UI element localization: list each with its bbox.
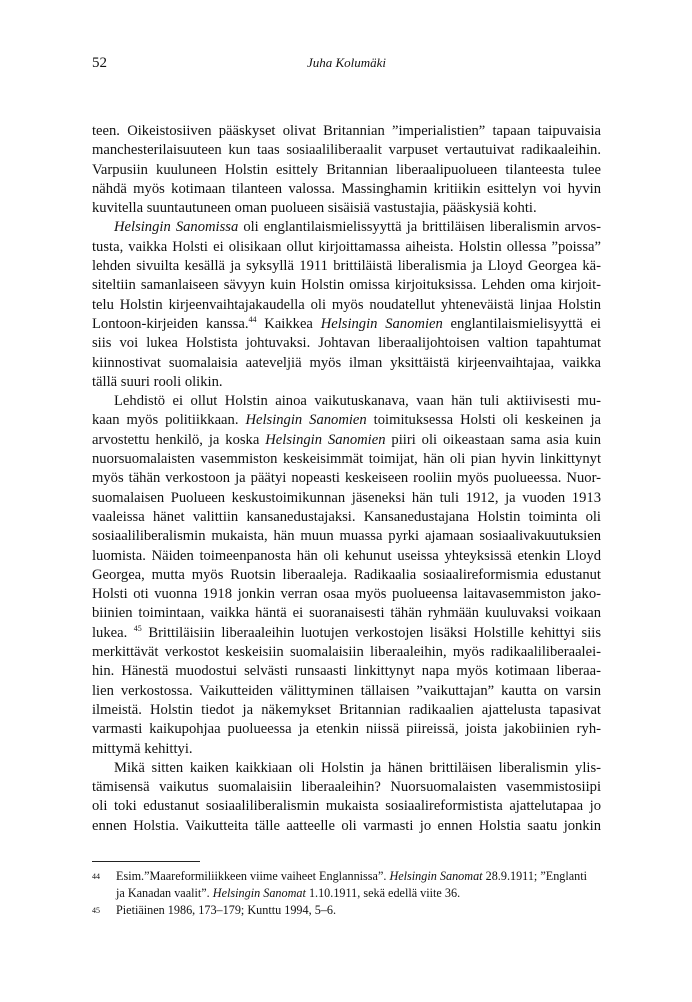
italic-title: Helsingin Sanomien <box>265 431 386 448</box>
text-run: englantilaismielisyyttä ei <box>442 315 601 332</box>
text-run: teen. Oikeistosiiven pääskyset olivat Britannian ”imperialistien” tapaan taipuvaisia <box>92 123 601 139</box>
text-run: nähdä myös kotimaan tilanteen valossa. Massinghamin kritiikin esittelyn voi hyvin <box>92 180 601 197</box>
text-run: oli englantilaismielissyyttä ja brittiläisen liberalismin arvos- <box>238 219 601 236</box>
italic-title: Helsingin Sanomissa <box>114 219 239 236</box>
text-line <box>92 643 601 662</box>
footnote-separator <box>92 861 200 862</box>
text-run: piiri oli oikeastaan sama asia kuin <box>385 431 601 448</box>
footnote <box>92 902 601 919</box>
text-run: Brittiläisiin liberaaleihin luotujen verkostojen lisäksi Holstille kehittyi siis <box>141 624 601 641</box>
text-line <box>92 180 601 199</box>
text-line <box>92 392 601 411</box>
text-run: Lontoon-kirjeiden kanssa. <box>92 315 249 332</box>
text-run: ilmeistä. Holstin tiedot ja näkemykset Britannian radikaalien ajattelusta tapasivat <box>92 701 601 718</box>
text-run: Lehdistö ei ollut Holstin ainoa vaikutuskanava, vaan hän tuli aktiivisesti mu- <box>114 393 601 410</box>
text-run: biinien toimintaan, vaikka häntä ei suoranaisesti tähän ryhmään kuuluvaksi voikaan <box>92 605 601 622</box>
text-line <box>92 334 601 353</box>
italic-title: Helsingin Sanomat <box>389 869 483 883</box>
text-line <box>92 141 601 160</box>
text-run: Kaikkea <box>256 315 321 332</box>
text-line <box>92 508 601 527</box>
text-line <box>92 662 601 681</box>
text-run: luomista. Näiden toimeenpanosta hän oli kehunut useissa yhteyksissä etenkin Lloyd <box>92 547 601 564</box>
text-run: siis voi lukea Holstista johtuvaksi. Johtavan liberaalijohtoisen valtion tapahtumat <box>92 335 601 352</box>
footnote-ref: 44 <box>248 314 257 324</box>
paragraph <box>92 759 601 836</box>
text-line <box>92 469 601 488</box>
text-line <box>92 624 601 643</box>
italic-title: Helsingin Sanomien <box>245 412 367 429</box>
footnote <box>92 868 601 902</box>
text-run: kuvitella suuntautuneen oman puolueen sisäisiä vastustajia, pääskysiä kohti. <box>92 200 537 217</box>
text-run: arvostettu henkilö, ja koska <box>92 431 266 448</box>
paragraph <box>92 122 601 218</box>
text-line <box>92 759 601 778</box>
text-run: myös tähän verkostoon ja päätyi nopeasti keskeiseen rooliin myös puolueessa. Nuor- <box>92 470 601 487</box>
text-run: Georgea, mutta myös Ruotsin liberaaleja. Radikaalia sosiaalireformismia edustanut <box>92 566 601 583</box>
text-line <box>92 276 601 295</box>
text-run: lehden sivuilta kesällä ja syksyllä 1911 brittiläistä liberalismia ja Lloyd Georgea kä- <box>92 258 601 275</box>
paragraph <box>92 392 601 759</box>
text-run: telu Holstin kirjeenvaihtajakaudella oli myös noudatellut yhteneväistä linjaa Holstin <box>92 296 601 313</box>
text-line <box>92 296 601 315</box>
text-run: toimituksessa Holsti oli keskeinen ja <box>366 412 601 429</box>
text-line <box>92 740 601 759</box>
text-run: Holsti oti vuonna 1918 jonkin verran osaa myös puolueensa laitavasemmiston jako- <box>92 586 601 603</box>
text-run: manchesterilaisuuteen kun taas sosiaaliliberaalit varpuset vertautuivat radikaaleihin. <box>92 142 601 159</box>
text-run: merkittävät verkostot keskeisiin suomalaisiin liberaaleihin, myös radikaaliliberaalei- <box>92 644 601 661</box>
text-run: Mikä sitten kaiken kaikkiaan oli Holstin ja hänen brittiläisen liberalismin ylis- <box>114 759 601 776</box>
text-run: tällä suuri rooli olikin. <box>92 373 223 390</box>
text-line <box>92 547 601 566</box>
text-line <box>92 218 601 237</box>
text-run: 1.10.1911, sekä edellä viite 36. <box>305 886 461 900</box>
footnotes <box>92 868 601 919</box>
text-run: sosiaaliliberalismin mukaista, hän muun muassa pyrki ajamaan sosiaalivakuutuksien <box>92 528 601 545</box>
text-line <box>92 585 601 604</box>
text-line <box>92 373 601 392</box>
text-line <box>92 682 601 701</box>
text-run: kaan myös politiikkaan. <box>92 412 246 429</box>
text-run: mittymä kehittyi. <box>92 740 193 757</box>
italic-title: Helsingin Sanomat <box>212 886 306 900</box>
text-run: hin. Hänestä muodostui selvästi runsaasti linkittynyt napa myös kotimaan liberaa- <box>92 663 601 680</box>
text-line <box>92 566 601 585</box>
text-line <box>92 257 601 276</box>
text-run: Pietiäinen 1986, 173–179; Kunttu 1994, 5–6. <box>116 903 337 917</box>
footnote-line <box>116 885 601 902</box>
text-line <box>92 797 601 816</box>
text-line <box>92 778 601 797</box>
page-number: 52 <box>92 55 107 71</box>
text-line <box>92 817 601 836</box>
body-text <box>92 122 601 836</box>
text-run: kiinnostivat suomalaisia aateveljiä myös ilman yksittäistä kirjeenvaihtajaa, vaikka <box>92 354 601 371</box>
text-run: Esim.”Maareformiliikkeen viime vaiheet Englannissa”. <box>116 869 390 883</box>
text-run: siteltiin samanlaiseen sävyyn kuin Holstin omissa kirjoituksissa. Lehden oma kirjoit- <box>92 277 601 294</box>
text-run: vaaleissa hänet valittiin kansanedustajaksi. Kansanedustajana Holstin toiminta oli <box>92 508 601 525</box>
text-line <box>92 411 601 430</box>
text-line <box>92 604 601 623</box>
text-line <box>92 199 601 218</box>
footnote-ref: 45 <box>133 623 142 633</box>
text-run: suomalaisen Puolueen keskustoimikunnan jäseneksi hän tuli 1912, ja vuoden 1913 <box>92 489 601 506</box>
text-line <box>92 450 601 469</box>
text-run: varmasti kaikupohjaa puolueessa ja etenkin niissä piireissä, joista jakobiinien ryh- <box>92 721 601 738</box>
text-line <box>92 122 601 141</box>
paragraph <box>92 218 601 392</box>
text-line <box>92 161 601 180</box>
text-line <box>92 238 601 257</box>
running-head: Juha Kolumäki <box>306 55 387 70</box>
text-run: ja Kanadan vaalit”. <box>116 886 213 900</box>
italic-title: Helsingin Sanomien <box>320 315 443 332</box>
text-run: tämisensä vaikutus suomalaisiin liberaaleihin? Nuorsuomalaisten vasemmistosiipi <box>92 779 601 796</box>
page-header <box>92 55 601 75</box>
text-line <box>92 431 601 450</box>
text-line <box>92 720 601 739</box>
text-run: ennen Holstia. Vaikutteita tälle aatteelle oli varmasti jo ennen Holstia saatu jonkin <box>92 817 601 834</box>
footnote-line <box>116 868 601 885</box>
text-line <box>92 701 601 720</box>
text-run: lien verkostossa. Vaikutteiden välittyminen tällaisen ”vaikuttajan” kautta on varsin <box>92 682 601 699</box>
text-run: lukea. <box>92 624 134 641</box>
text-line <box>92 489 601 508</box>
footnote-number: 44 <box>92 872 100 881</box>
text-run: nuorsuomalaisten vasemmiston keskeisimmät toimijat, hän oli pian hyvin linkittynyt <box>92 451 601 468</box>
text-run: 28.9.1911; ”Englanti <box>482 869 588 883</box>
text-line <box>92 354 601 373</box>
text-run: oli toki edustanut sosiaaliliberalismin mukaista sosiaalireformistista ajattelutapaa jo <box>92 798 601 815</box>
text-run: Varpusiin kuuluneen Holstin esittely Britannian liberaalipuolueen tilanteesta tulee <box>92 161 601 178</box>
text-line <box>92 315 601 334</box>
footnote-number: 45 <box>92 906 100 915</box>
footnote-line <box>116 902 601 919</box>
text-line <box>92 527 601 546</box>
text-run: tusta, vaikka Holsti ei olisikaan ollut kirjoittamassa aiheista. Holstin ollessa ”poissa” <box>92 238 601 255</box>
